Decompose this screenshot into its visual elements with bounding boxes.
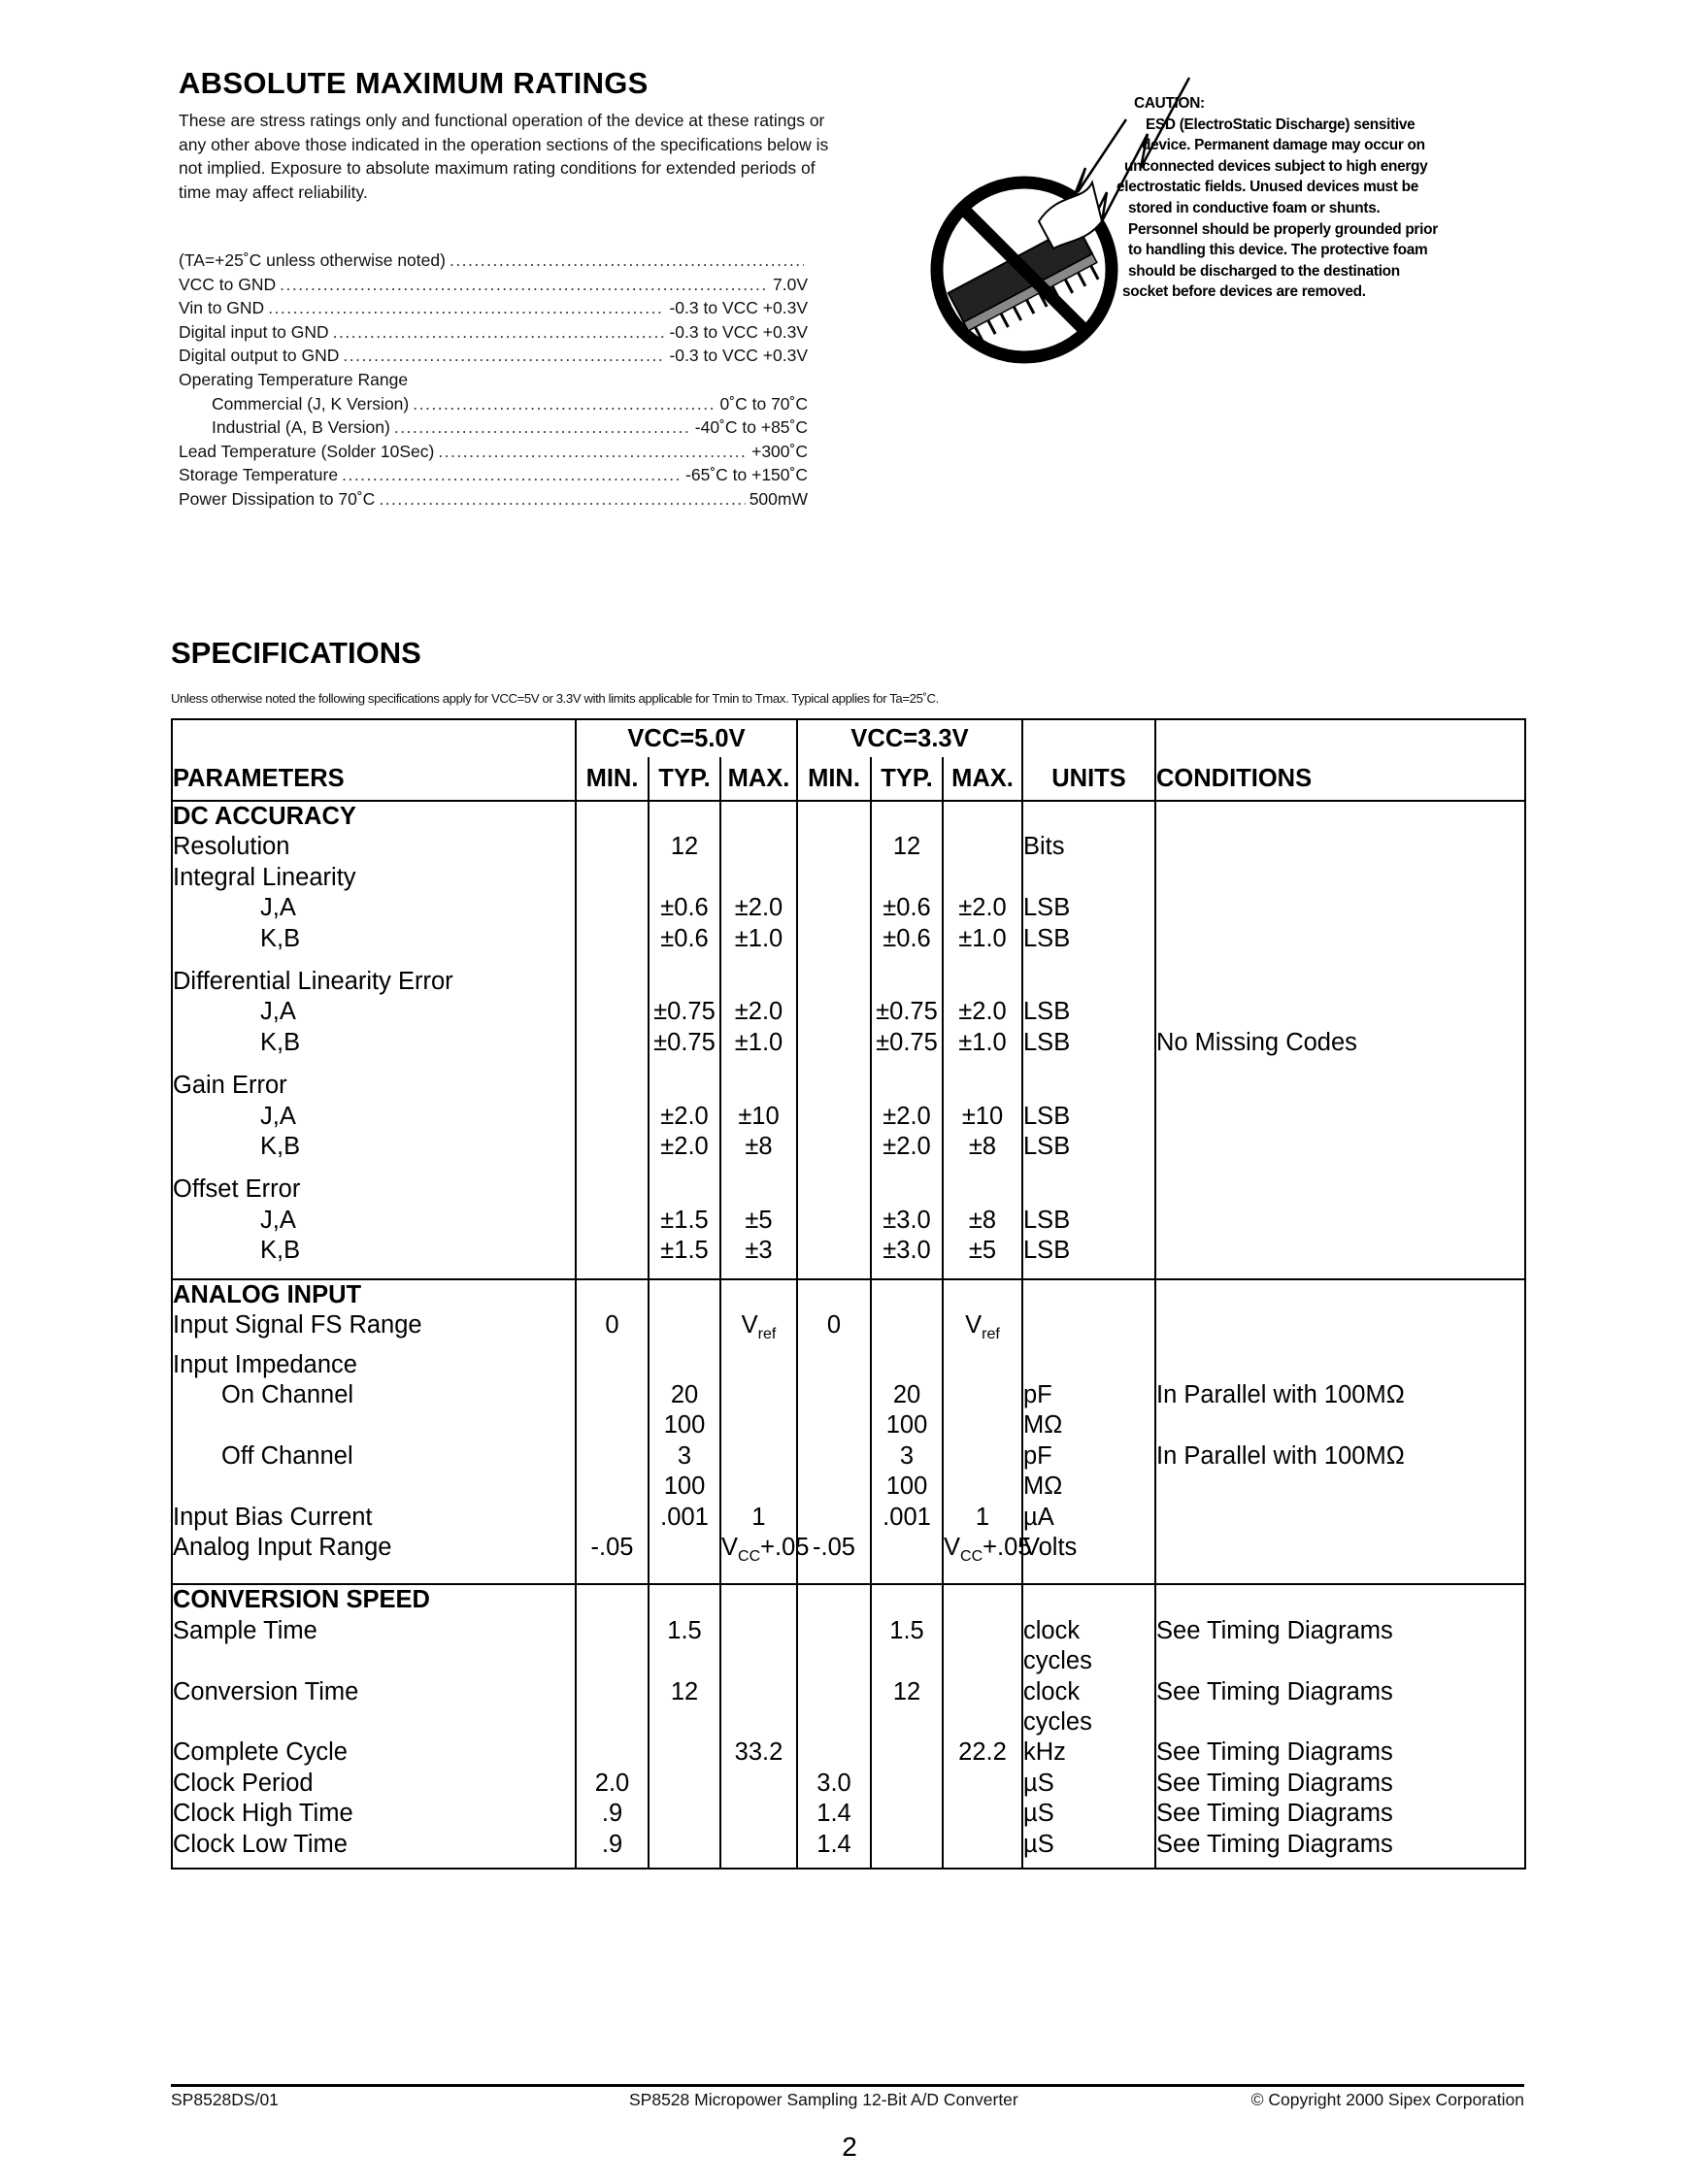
param-label: Integral Linearity (172, 863, 576, 893)
param-label: J,A (172, 893, 576, 923)
page-number: 2 (842, 2132, 857, 2162)
param-label: K,B (172, 1236, 576, 1266)
table-header-row (172, 757, 1525, 801)
table-row: J,A ±1.5 ±5 ±3.0 ±8 LSB (172, 1206, 1525, 1236)
param-label: Input Bias Current (172, 1503, 576, 1533)
rating-row: Operating Temperature Range (179, 369, 409, 389)
footer-copyright: © Copyright 2000 Sipex Corporation (1250, 2090, 1524, 2109)
param-label: Resolution (172, 832, 576, 862)
caution-line: socket before devices are removed. (1122, 283, 1366, 301)
table-row: 100 100 MΩ (172, 1472, 1525, 1502)
param-label: Input Signal FS Range (172, 1310, 576, 1349)
ratings-title: ABSOLUTE MAXIMUM RATINGS (179, 66, 649, 100)
section-row (172, 1584, 1525, 1615)
caution-line: CAUTION: (1134, 95, 1205, 112)
ratings-list (179, 248, 808, 512)
footer-title: SP8528 Micropower Sampling 12-Bit A/D Converter (629, 2090, 1018, 2109)
table-row: Resolution 12 12 Bits (172, 832, 1525, 862)
table-row: Input Bias Current .001 1 .001 1 µA (172, 1503, 1525, 1533)
specifications-note: Unless otherwise noted the following specifications apply for VCC=5V or 3.3V with limits applicable for Tmin to Tmax. Typical applies for Ta=25˚C. (171, 691, 939, 706)
table-row: K,B ±1.5 ±3 ±3.0 ±5 LSB (172, 1236, 1525, 1266)
max-header: MAX. (943, 757, 1022, 801)
rating-row: Power Dissipation to 70˚C ..... 500mW (179, 487, 808, 512)
table-row (172, 967, 1525, 997)
min-header: MIN. (576, 757, 649, 801)
caution-line: electrostatic fields. Unused devices must be (1116, 179, 1418, 196)
param-label: On Channel (172, 1380, 576, 1410)
rating-row: (TA=+25˚C unless otherwise noted) ..... (179, 248, 808, 273)
param-label: Clock Low Time (172, 1830, 576, 1860)
table-row: Clock High Time .9 1.4 µS See Timing Diagrams (172, 1799, 1525, 1829)
section-title: CONVERSION SPEED (172, 1584, 576, 1615)
section-row (172, 801, 1525, 832)
typ-header: TYP. (649, 757, 720, 801)
param-label: Gain Error (172, 1071, 576, 1101)
param-label: K,B (172, 924, 576, 954)
rating-row: Storage Temperature ..... -65˚C to +150˚C (179, 463, 808, 487)
table-row: Analog Input Range -.05 $V_{CC}+.05$ -.05 $V_{CC}+.05$ Volts (172, 1533, 1525, 1572)
rating-row: Digital output to GND ..... -0.3 to VCC +0.3V (179, 344, 808, 368)
table-row: Complete Cycle 33.2 22.2 kHz See Timing Diagrams (172, 1737, 1525, 1768)
param-label: J,A (172, 1206, 576, 1236)
table-row: K,B ±2.0 ±8 ±2.0 ±8 LSB (172, 1132, 1525, 1162)
table-row (172, 863, 1525, 893)
units-header: UNITS (1022, 757, 1155, 801)
table-row: Clock Low Time .9 1.4 µS See Timing Diagrams (172, 1830, 1525, 1860)
param-label: J,A (172, 997, 576, 1027)
param-label: Analog Input Range (172, 1533, 576, 1572)
ratings-intro: These are stress ratings only and functional operation of the device at these ratings or any other above those indicated in the operation sections of the specifications below is not implied. Exposure to absolute maximum rating conditions for extended periods of time may affect reliability. (179, 111, 829, 202)
param-label: K,B (172, 1132, 576, 1162)
param-label: Differential Linearity Error (172, 967, 576, 997)
rating-row: Industrial (A, B Version) ..... -40˚C to +85˚C (179, 415, 808, 440)
param-label: J,A (172, 1102, 576, 1132)
min-header: MIN. (797, 757, 871, 801)
specifications-table (171, 718, 1526, 1870)
table-row: J,A ±0.75 ±2.0 ±0.75 ±2.0 LSB (172, 997, 1525, 1027)
caution-line: to handling this device. The protective foam (1128, 242, 1428, 259)
param-label: Input Impedance (172, 1350, 576, 1380)
table-row: Conversion Time 12 12 clock See Timing Diagrams (172, 1677, 1525, 1707)
typ-header: TYP. (871, 757, 943, 801)
table-row: Sample Time 1.5 1.5 clock See Timing Diagrams (172, 1616, 1525, 1646)
param-label: Offset Error (172, 1175, 576, 1205)
esd-caution-text (1116, 93, 1524, 303)
rating-row: Commercial (J, K Version) ..... 0˚C to 70˚C (179, 392, 808, 416)
footer-rule (171, 2084, 1524, 2087)
param-label: Off Channel (172, 1441, 576, 1472)
param-label: Sample Time (172, 1616, 576, 1646)
table-row: On Channel 20 20 pF In Parallel with 100MΩ (172, 1380, 1525, 1410)
param-label: Complete Cycle (172, 1737, 576, 1768)
table-row: K,B ±0.6 ±1.0 ±0.6 ±1.0 LSB (172, 924, 1525, 954)
table-row: Input Signal FS Range 0 $V_{ref}$ 0 $V_{ref}$ (172, 1310, 1525, 1349)
table-row (172, 1350, 1525, 1380)
param-label: Conversion Time (172, 1677, 576, 1707)
conditions-header: CONDITIONS (1155, 757, 1525, 801)
rating-row: Vin to GND ..... -0.3 to VCC +0.3V (179, 296, 808, 320)
section-row (172, 1279, 1525, 1310)
caution-line: should be discharged to the destination (1128, 262, 1400, 280)
param-label: Clock Period (172, 1769, 576, 1799)
caution-line: stored in conductive foam or shunts. (1128, 199, 1381, 216)
section-title: ANALOG INPUT (172, 1279, 576, 1310)
specifications-title: SPECIFICATIONS (171, 636, 421, 670)
table-row: J,A ±2.0 ±10 ±2.0 ±10 LSB (172, 1102, 1525, 1132)
table-row: J,A ±0.6 ±2.0 ±0.6 ±2.0 LSB (172, 893, 1525, 923)
param-label: K,B (172, 1028, 576, 1058)
table-row: cycles (172, 1707, 1525, 1737)
table-header-row (172, 719, 1525, 757)
table-row (172, 1175, 1525, 1205)
rating-row: Lead Temperature (Solder 10Sec) ..... +300˚C (179, 440, 808, 464)
table-row: cycles (172, 1646, 1525, 1676)
vcc5-header: VCC=5.0V (576, 719, 797, 757)
table-row: K,B ±0.75 ±1.0 ±0.75 ±1.0 LSB No Missing Codes (172, 1028, 1525, 1058)
caution-line: unconnected devices subject to high energy (1124, 157, 1428, 175)
rating-row: VCC to GND ..... 7.0V (179, 273, 808, 297)
table-row: Off Channel 3 3 pF In Parallel with 100MΩ (172, 1441, 1525, 1472)
table-row (172, 1071, 1525, 1101)
rating-row: Digital input to GND ..... -0.3 to VCC +0.3V (179, 320, 808, 345)
section-title: DC ACCURACY (172, 801, 576, 832)
table-row: Clock Period 2.0 3.0 µS See Timing Diagrams (172, 1769, 1525, 1799)
max-header: MAX. (720, 757, 797, 801)
caution-line: ESD (ElectroStatic Discharge) sensitive (1146, 116, 1416, 133)
param-label: Clock High Time (172, 1799, 576, 1829)
footer-doc-id: SP8528DS/01 (171, 2090, 279, 2109)
parameters-header: PARAMETERS (172, 757, 576, 801)
caution-line: Personnel should be properly grounded prior (1128, 220, 1438, 238)
table-row: 100 100 MΩ (172, 1410, 1525, 1440)
caution-line: device. Permanent damage may occur on (1142, 137, 1425, 154)
vcc33-header: VCC=3.3V (797, 719, 1022, 757)
